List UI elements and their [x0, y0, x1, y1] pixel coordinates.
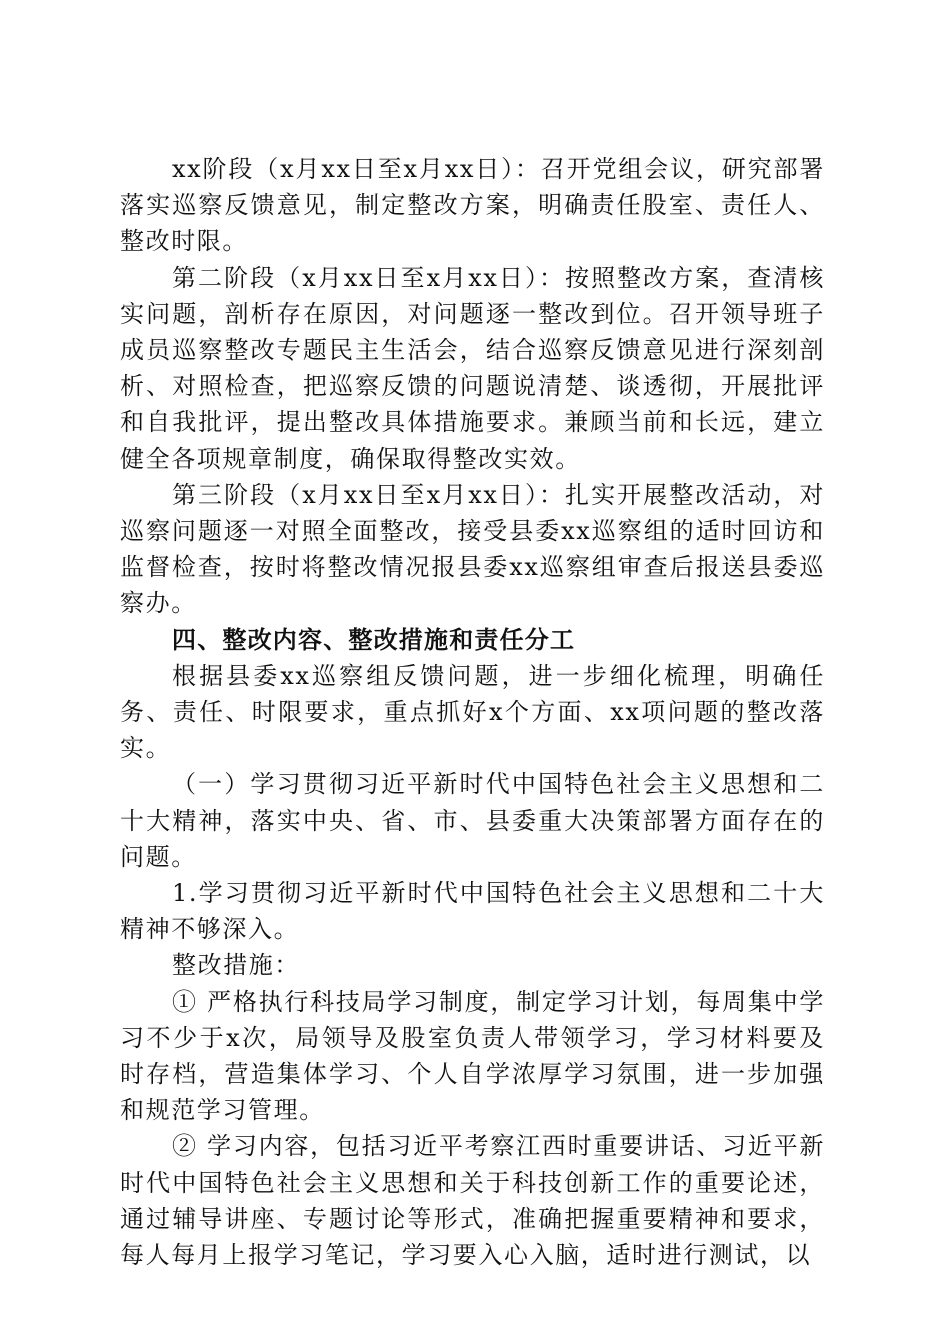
problem-item-one: 1.学习贯彻习近平新时代中国特色社会主义思想和二十大精神不够深入。 — [120, 879, 825, 944]
measure-item-two: ② 学习内容，包括习近平考察江西时重要讲话、习近平新时代中国特色社会主义思想和关于科技创新工作的重要论述，通过辅导讲座、专题讨论等形式，准确把握重要精神和要求，每人每月上报学习笔记，学习要入心入脑，适时进行测试，以 — [120, 1132, 825, 1270]
section-heading-four: 四、整改内容、整改措施和责任分工 — [172, 625, 576, 654]
measure-item-one: ① 严格执行科技局学习制度，制定学习计划，每周集中学习不少于x次，局领导及股室负责人带领学习，学习材料要及时存档，营造集体学习、个人自学浓厚学习氛围，进一步加强和规范学习管理。 — [120, 987, 825, 1125]
subsection-heading-one: （一）学习贯彻习近平新时代中国特色社会主义思想和二十大精神，落实中央、省、市、县委重大决策部署方面存在的问题。 — [120, 770, 825, 871]
measures-label: 整改措施： — [172, 951, 300, 980]
paragraph-phase-two: 第二阶段（x月xx日至x月xx日）：按照整改方案，查清核实问题，剖析存在原因，对问题逐一整改到位。召开领导班子成员巡察整改专题民主生活会，结合巡察反馈意见进行深刻剖析、对照检查，把巡察反馈的问题说清楚、谈透彻，开展批评和自我批评，提出整改具体措施要求。兼顾当前和长远，建立健全各项规章制度，确保取得整改实效。 — [120, 263, 825, 473]
paragraph-phase-one: xx阶段（x月xx日至x月xx日）：召开党组会议，研究部署落实巡察反馈意见，制定整改方案，明确责任股室、责任人、整改时限。 — [120, 155, 825, 256]
paragraph-intro: 根据县委xx巡察组反馈问题，进一步细化梳理，明确任务、责任、时限要求，重点抓好x个方面、xx项问题的整改落实。 — [120, 661, 825, 763]
paragraph-phase-three: 第三阶段（x月xx日至x月xx日）：扎实开展整改活动，对巡察问题逐一对照全面整改，接受县委xx巡察组的适时回访和监督检查，按时将整改情况报县委xx巡察组审查后报送县委巡察办。 — [120, 480, 825, 618]
document-body — [120, 151, 825, 1273]
